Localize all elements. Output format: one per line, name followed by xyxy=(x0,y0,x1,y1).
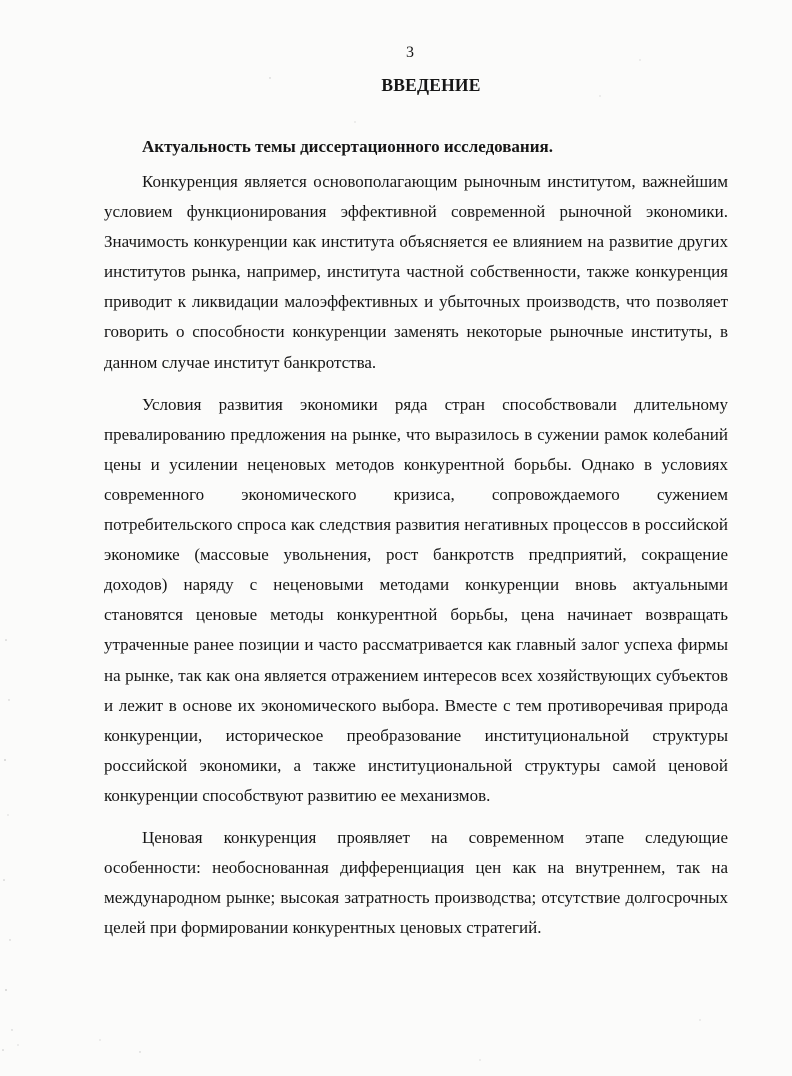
paragraph-2: Условия развития экономики ряда стран способствовали длительному превалированию предложения на рынке, что выразилось в сужении рамок колебаний цены и усилении неценовых методов конкурентной борьбы. Однако в условиях современного экономического кризиса, сопровождаемого сужением потребительского спроса как следствия развития негативных процессов в российской экономике (массовые увольнения, рост банкротств предприятий, сокращение доходов) наряду с неценовыми методами конкуренции вновь актуальными становятся ценовые методы конкурентной борьбы, цена начинает возвращать утраченные ранее позиции и часто рассматривается как главный залог успеха фирмы на рынке, так как она является отражением интересов всех хозяйствующих субъектов и лежит в основе их экономического выбора. Вместе с тем противоречивая природа конкуренции, историческое преобразование институциональной структуры российской экономики, а также институциональной структуры самой ценовой конкуренции способствуют развитию ее механизмов. xyxy=(104,394,728,805)
paragraph-3: Ценовая конкуренция проявляет на современном этапе следующие особенности: необоснованная дифференциация цен как на внутреннем, так на международном рынке; высокая затратность производства; отсутствие долгосрочных целей при формировании конкурентных ценовых стратегий. xyxy=(104,827,728,938)
paragraph-1: Конкуренция является основополагающим рыночным институтом, важнейшим условием функционирования эффективной современной рыночной экономики. Значимость конкуренции как института объясняется ее влиянием на развитие других институтов рынка, например, института частной собственности, также конкуренция приводит к ликвидации малоэффективных и убыточных производств, что позволяет говорить о способности конкуренции заменять некоторые рыночные институты, в данном случае институт банкротства. xyxy=(104,172,728,372)
page-title: ВВЕДЕНИЕ xyxy=(381,75,481,95)
page-number: 3 xyxy=(406,44,414,61)
section-subheading: Актуальность темы диссертационного исследования. xyxy=(142,137,553,156)
body-text xyxy=(104,167,728,943)
